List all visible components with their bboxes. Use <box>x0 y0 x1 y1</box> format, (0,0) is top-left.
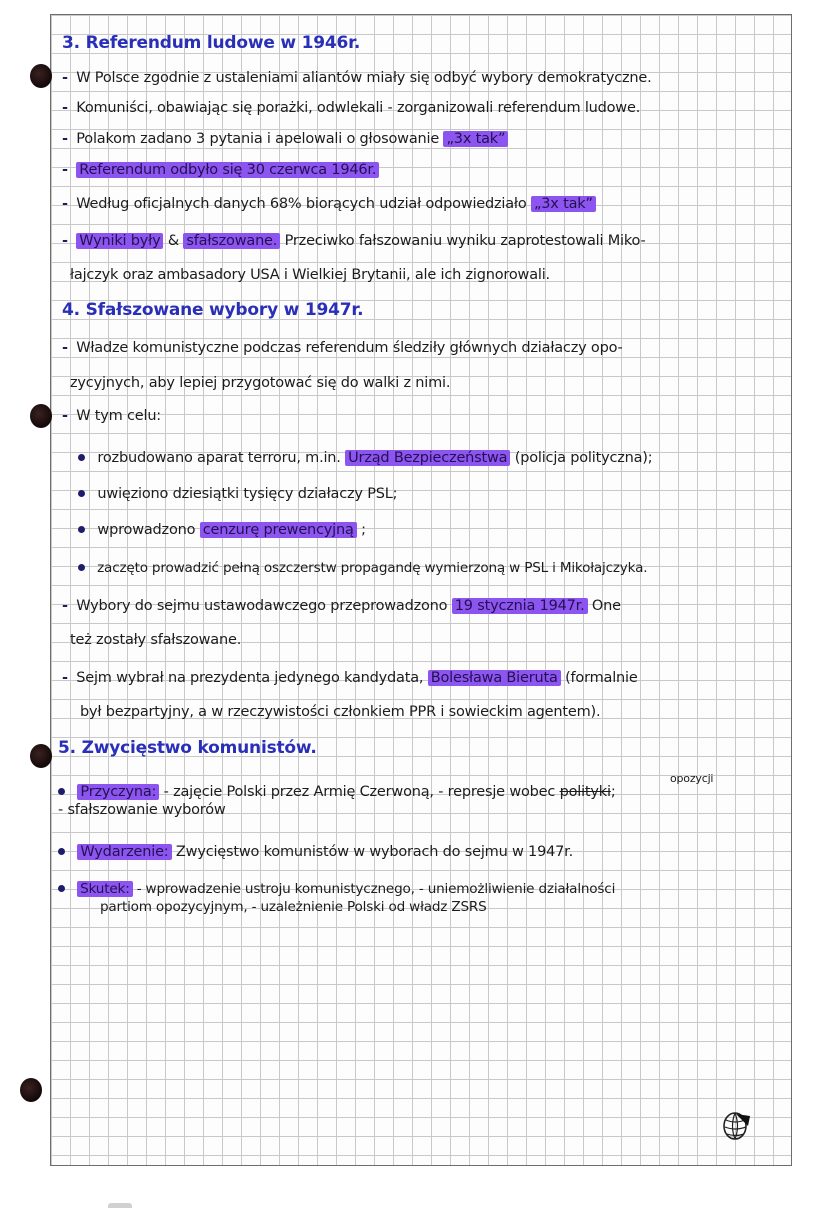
note-text: wprowadzono <box>97 522 196 538</box>
note-text: był bezpartyjny, a w rzeczywistości członkiem PPR i sowieckim agentem). <box>80 704 601 720</box>
dot-bullet-icon <box>78 526 85 533</box>
superscript-correction: opozycji <box>670 772 714 785</box>
dash-bullet: - <box>62 233 68 249</box>
section-heading: 4. Sfałszowane wybory w 1947r. <box>62 300 364 320</box>
note-text: łajczyk oraz ambasadory USA i Wielkiej Brytanii, ale ich zignorowali. <box>70 267 550 283</box>
note-text: Polakom zadano 3 pytania i apelowali o głosowanie <box>76 131 440 147</box>
note-text: Sejm wybrał na prezydenta jedynego kandydata, <box>76 670 424 686</box>
note-line <box>70 267 550 283</box>
dash-bullet: - <box>62 100 68 116</box>
note-text: Według oficjalnych danych 68% biorących udział odpowiedziało <box>76 196 527 212</box>
highlighted-text: „3x tak” <box>531 196 596 212</box>
note-line <box>62 598 621 614</box>
note-text: Władze komunistyczne podczas referendum śledziły głównych działaczy opo- <box>76 340 623 356</box>
dash-bullet: - <box>62 70 68 86</box>
note-text: Wybory do sejmu ustawodawczego przeprowadzono <box>76 598 448 614</box>
sub-bullet-line <box>62 450 652 466</box>
dot-bullet-icon <box>78 490 85 497</box>
section-heading: 3. Referendum ludowe w 1946r. <box>62 33 361 53</box>
highlighted-text: cenzurę prewencyjną <box>200 522 357 538</box>
note-line <box>70 375 450 391</box>
summary-label: Wydarzenie: <box>77 844 171 860</box>
dot-bullet-icon <box>78 564 85 571</box>
note-line <box>62 670 638 686</box>
summary-label: Przyczyna: <box>77 784 159 800</box>
summary-label: Skutek: <box>77 881 132 897</box>
summary-row-event <box>58 844 573 860</box>
dash-bullet: - <box>62 598 68 614</box>
summary-row-effect-cont <box>100 899 487 915</box>
note-line <box>62 100 640 116</box>
dash-bullet: - <box>62 408 68 424</box>
sub-bullet-line <box>62 486 397 502</box>
note-text: też zostały sfałszowane. <box>70 632 242 648</box>
dot-bullet-icon <box>58 788 65 795</box>
note-line <box>62 70 652 86</box>
binder-hole <box>20 1078 42 1102</box>
note-text: - sfałszowanie wyborów <box>58 802 226 818</box>
note-text: rozbudowano aparat terroru, m.in. <box>97 450 341 466</box>
note-text: zaczęto prowadzić pełną oszczerstw propagandę wymierzoną w PSL i Mikołajczyka. <box>97 560 648 576</box>
highlighted-text: „3x tak” <box>443 131 508 147</box>
dash-bullet: - <box>62 340 68 356</box>
dash-bullet: - <box>62 162 68 178</box>
dash-bullet: - <box>62 196 68 212</box>
highlighted-text: 19 stycznia 1947r. <box>452 598 588 614</box>
note-text: One <box>591 598 621 614</box>
note-line <box>62 340 623 356</box>
note-text: - wprowadzenie ustroju komunistycznego, - uniemożliwienie działalności <box>136 881 616 897</box>
note-text: ; <box>361 522 366 538</box>
dash-bullet: - <box>62 670 68 686</box>
note-line <box>62 408 161 424</box>
note-text: W tym celu: <box>76 408 161 424</box>
page-edge-mark <box>108 1203 132 1208</box>
highlighted-text: Wyniki były <box>76 233 163 249</box>
sub-bullet-line <box>62 560 647 576</box>
note-line <box>62 162 379 178</box>
summary-row-effect <box>58 881 615 897</box>
note-line <box>62 196 596 212</box>
dot-bullet-icon <box>58 885 65 892</box>
note-text: - zajęcie Polski przez Armię Czerwoną, - represje wobec <box>163 784 556 800</box>
dot-bullet-icon <box>58 848 65 855</box>
note-text: ; <box>610 784 616 800</box>
binder-hole <box>30 744 52 768</box>
notebook-page <box>50 14 792 1166</box>
highlighted-text: Urząd Bezpieczeństwa <box>345 450 510 466</box>
note-text: Komuniści, obawiając się porażki, odwlekali - zorganizowali referendum ludowe. <box>76 100 641 116</box>
note-text: (formalnie <box>565 670 638 686</box>
dash-bullet: - <box>62 131 68 147</box>
summary-row-cause-cont <box>58 802 226 818</box>
binder-hole <box>30 64 52 88</box>
note-line <box>70 632 241 648</box>
sub-bullet-line <box>62 522 366 538</box>
note-text: (policja polityczna); <box>514 450 653 466</box>
highlighted-text: Bolesława Bieruta <box>428 670 561 686</box>
note-text: & <box>167 233 179 249</box>
section-heading: 5. Zwycięstwo komunistów. <box>58 738 317 758</box>
summary-row-cause <box>58 784 616 800</box>
struck-text: polityki <box>559 784 611 800</box>
binder-hole <box>30 404 52 428</box>
note-text: zycyjnych, aby lepiej przygotować się do walki z nimi. <box>70 375 451 391</box>
note-line <box>62 131 508 147</box>
note-text: Przeciwko fałszowaniu wyniku zaprotestowali Miko- <box>284 233 646 249</box>
note-text: uwięziono dziesiątki tysięcy działaczy PSL; <box>97 486 398 502</box>
globe-logo-icon <box>722 1108 752 1142</box>
highlighted-text: Referendum odbyło się 30 czerwca 1946r. <box>76 162 379 178</box>
note-line <box>62 233 645 249</box>
note-text: Zwycięstwo komunistów w wyborach do sejmu w 1947r. <box>175 844 573 860</box>
highlighted-text: sfałszowane. <box>183 233 280 249</box>
note-text: W Polsce zgodnie z ustaleniami aliantów miały się odbyć wybory demokratyczne. <box>76 70 652 86</box>
note-line <box>80 704 600 720</box>
dot-bullet-icon <box>78 454 85 461</box>
note-text: partiom opozycyjnym, - uzależnienie Polski od władz ZSRS <box>100 899 487 915</box>
